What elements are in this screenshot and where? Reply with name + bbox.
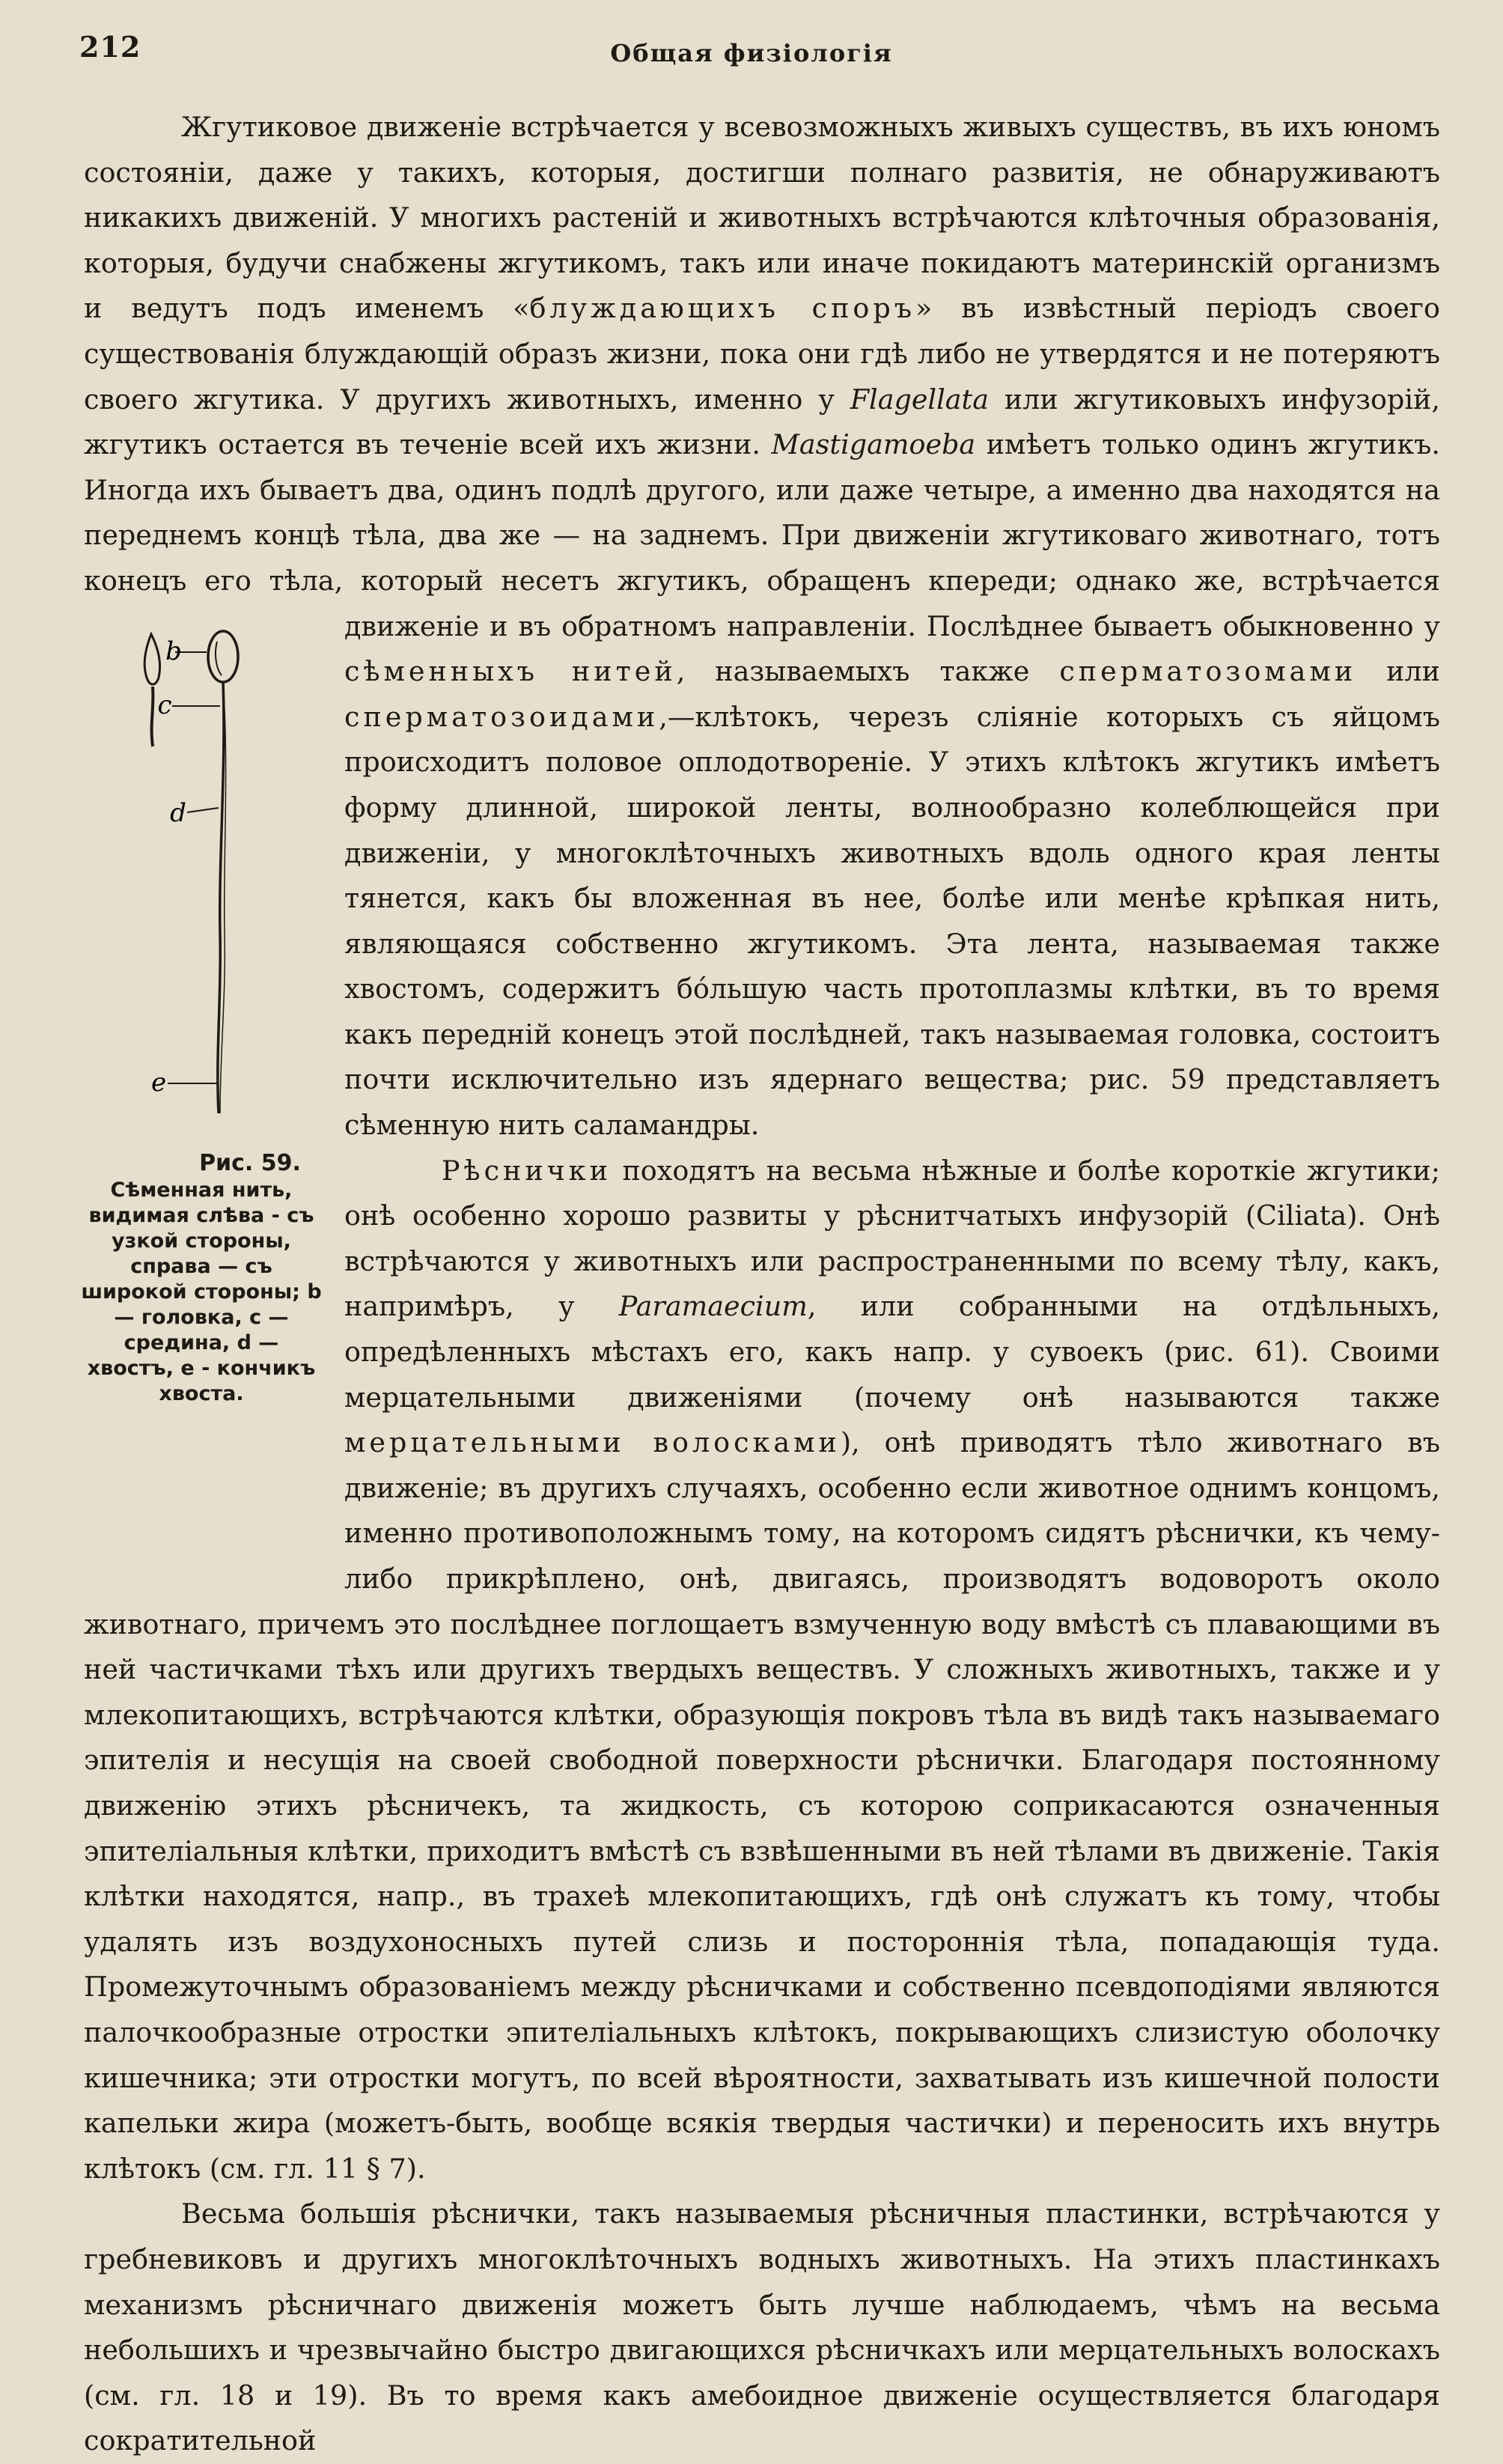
- figure-number: Рис. 59.: [199, 1149, 301, 1176]
- figure-label-d: d: [170, 797, 186, 828]
- figure-label-c: c: [157, 690, 172, 720]
- sperm-cell-illustration: [130, 619, 280, 1128]
- text-segment: или жгутиковыхъ инфузорiй, жгутикъ остается въ теченiе всей ихъ жизни.: [84, 383, 1440, 461]
- figure-label-e: e: [150, 1067, 167, 1098]
- page-number: 212: [79, 30, 141, 64]
- body-text: [81, 105, 1440, 2464]
- figure-label-b: b: [165, 636, 182, 666]
- text-segment: » въ извѣстный перiодъ своего существованiя блуждающiй образъ жизни, пока они гдѣ либо не утвердятся и не потеряютъ своего жгутика. У другихъ животныхъ, именно у: [84, 292, 1440, 416]
- text-segment: имѣетъ только одинъ жгутикъ. Иногда ихъ бываетъ два, одинъ подлѣ другого, или даже четыре, а именно два находятся на переднемъ концѣ тѣла, два же — на заднемъ. При движенiи жгутиковаго животнаго, тотъ конецъ его тѣла, который несетъ жгутикъ, обращенъ кпереди; однако же, встрѣчается движенiе и въ обратномъ направленiи. Послѣднее бываетъ обыкновенно у: [84, 428, 1440, 642]
- text-segment: сперматозоидами: [344, 700, 659, 733]
- text-segment: сперматозомами: [1059, 655, 1357, 688]
- text-segment: ), онѣ приводятъ тѣло животнаго въ движенiе; въ другихъ случаяхъ, особенно если животное однимъ концомъ, именно противоположнымъ тому, на которомъ сидятъ рѣснички, къ чему-либо прикрѣплено, онѣ, двигаясь, производятъ водоворотъ около животнаго, причемъ это послѣднее поглощаетъ взмученную воду вмѣстѣ съ плавающими въ ней частичками тѣхъ или другихъ твердыхъ веществъ. У сложныхъ животныхъ, также и у млекопитающихъ, встрѣчаются клѣтки, образующiя покровъ тѣла въ видѣ такъ называемаго эпителiя и несущiя на своей свободной поверхности рѣснички. Благодаря постоянному движенiю этихъ рѣсничекъ, та жидкость, съ которою соприкасаются означенныя эпителiальныя клѣтки, приходитъ вмѣстѣ съ взвѣшенными въ ней тѣлами въ движенiе. Такiя клѣтки находятся, напр., въ трахеѣ млекопитающихъ, гдѣ онѣ служатъ къ тому, чтобы удалять изъ воздухоносныхъ путей слизь и постороннiя тѣла, попадающiя туда. Промежуточнымъ образованiемъ между рѣсничками и собственно псевдоподiями являются палочкообразные отростки эпителiальныхъ клѣтокъ, покрывающихъ слизистую оболочку кишечника; эти отростки могутъ, по всей вѣроятности, захватывать изъ кишечной полости капельки жира (можетъ-быть, вообще всякiя твердыя частички) и переносить ихъ внутрь клѣтокъ (см. гл. 11 § 7).: [84, 1426, 1440, 2185]
- text-segment: ,—клѣтокъ, черезъ слiянiе которыхъ съ яйцомъ происходитъ половое оплодотворенiе. У этихъ клѣтокъ жгутикъ имѣетъ форму длинной, широкой ленты, волнообразно колеблющейся при движенiи, у многоклѣточныхъ животныхъ вдоль одного края ленты тянется, какъ бы вложенная въ нее, болѣе или менѣе крѣпкая нить, являющаяся собственно жгутикомъ. Эта лента, называемая также хвостомъ, содержитъ бóльшую часть протоплазмы клѣтки, въ то время какъ переднiй конецъ этой послѣдней, такъ называемая головка, состоитъ почти исключительно изъ ядернаго вещества; рис. 59 представляетъ сѣменную нить саламандры.: [344, 700, 1440, 1142]
- text-segment: Жгутиковое движенiе встрѣчается у всевозможныхъ живыхъ существъ, въ ихъ юномъ состоянiи, даже у такихъ, которыя, достигши полнаго развитiя, не обнаруживаютъ никакихъ движенiй. У многихъ растенiй и животныхъ встрѣчаются клѣточныя образованiя, которыя, будучи снабжены жгутикомъ, такъ или иначе покидаютъ материнскiй организмъ и ведутъ подъ именемъ «: [84, 111, 1440, 325]
- text-segment: Flagellata: [850, 383, 989, 416]
- figure-59: [78, 604, 325, 1563]
- text-segment: блуждающихъ споръ: [529, 292, 915, 325]
- page-header: [0, 30, 1503, 82]
- text-segment: мерцательными волосками: [344, 1426, 841, 1459]
- text-segment: Рѣснички: [442, 1154, 612, 1187]
- figure-caption: [78, 1151, 325, 1407]
- text-segment: Paramaecium: [618, 1290, 808, 1323]
- figure-caption-text: Сѣменная нить, видимая слѣва - съ узкой стороны, справа — съ широкой стороны; b — головка, c — средина, d — хвостъ, e - кончикъ хвоста.: [81, 1178, 322, 1405]
- text-segment: , называемыхъ также: [676, 655, 1060, 688]
- running-title: Общая физiологiя: [610, 39, 893, 67]
- text-segment: Mastigamoeba: [771, 428, 976, 461]
- text-segment: Весьма большiя рѣснички, такъ называемыя рѣсничныя пластинки, встрѣчаются у гребневиковъ и другихъ многоклѣточныхъ водныхъ животныхъ. На этихъ пластинкахъ механизмъ рѣсничнаго движенiя можетъ быть лучше наблюдаемъ, чѣмъ на весьма небольшихъ и чрезвычайно быстро двигающихся рѣсничкахъ или мерцательныхъ волоскахъ (см. гл. 18 и 19). Въ то время какъ амебоидное движенiе осуществляется благодаря сократительной: [84, 2197, 1440, 2457]
- paragraph-ciliary-plates: [84, 2191, 1440, 2464]
- text-segment: , или собранными на отдѣльныхъ, опредѣленныхъ мѣстахъ его, какъ напр. у сувоекъ (рис. 61). Своими мерцательными движенiями (почему онѣ называются также: [344, 1290, 1440, 1414]
- text-segment: или: [1356, 655, 1440, 688]
- text-segment: сѣменныхъ нитей: [344, 655, 677, 688]
- text-segment: походятъ на весьма нѣжные и болѣе короткiе жгутики; онѣ особенно хорошо развиты у рѣснитчатыхъ инфузорiй (Ciliata). Онѣ встрѣчаются у животныхъ или распространенными по всему тѣлу, какъ, напримѣръ, у: [344, 1154, 1440, 1323]
